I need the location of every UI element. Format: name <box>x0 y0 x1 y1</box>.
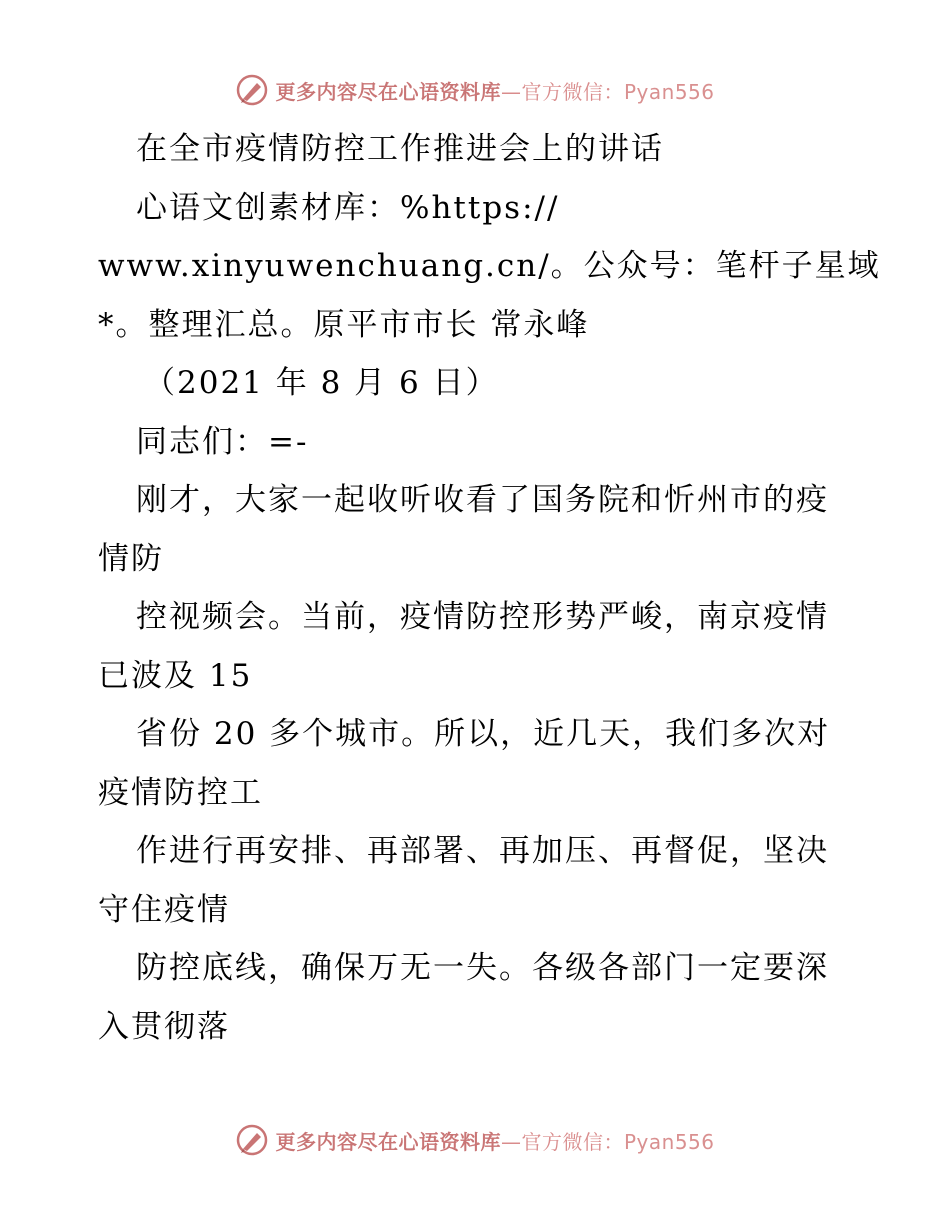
document-line: *。整理汇总。原平市市长 常永峰 <box>98 306 590 343</box>
pen-logo-icon <box>235 1123 269 1157</box>
document-line: 疫情防控工 <box>98 774 263 811</box>
banner-wechat-label: 官方微信： <box>521 79 624 104</box>
document-title: 在全市疫情防控工作推进会上的讲话 <box>136 131 664 167</box>
banner-dash: — <box>500 79 522 104</box>
document-line: 防控底线，确保万无一失。各级各部门一定要深 <box>136 950 829 986</box>
banner-main-text: 更多内容尽在心语资料库 <box>275 1129 501 1154</box>
document-line: 控视频会。当前，疫情防控形势严峻，南京疫情 <box>136 599 829 635</box>
document-line: 入贯彻落 <box>98 1008 230 1045</box>
document-line: 守住疫情 <box>98 891 230 928</box>
document-body <box>98 120 881 1056</box>
pen-logo-icon <box>235 73 269 107</box>
document-line: 情防 <box>98 540 164 577</box>
document-salutation: 同志们：=- <box>136 423 309 460</box>
footer-banner <box>0 1118 950 1162</box>
banner-dash: — <box>500 1129 522 1154</box>
banner-wechat-id: Pyan556 <box>623 79 715 104</box>
document-line: www.xinyuwenchuang.cn/。公众号：笔杆子星域 <box>98 248 881 284</box>
banner-wechat-label: 官方微信： <box>521 1129 624 1154</box>
banner-main-text: 更多内容尽在心语资料库 <box>275 79 501 104</box>
banner-text <box>275 76 714 105</box>
document-line: 已波及 15 <box>98 657 253 694</box>
banner-wechat-id: Pyan556 <box>623 1129 715 1154</box>
document-line: 心语文创素材库：%https:// <box>136 189 560 226</box>
banner-text <box>275 1126 714 1155</box>
header-banner <box>0 68 950 112</box>
document-date: （2021 年 8 月 6 日） <box>144 365 499 401</box>
document-line: 刚才，大家一起收听收看了国务院和忻州市的疫 <box>136 482 829 518</box>
document-line: 作进行再安排、再部署、再加压、再督促，坚决 <box>136 833 829 869</box>
document-line: 省份 20 多个城市。所以，近几天，我们多次对 <box>136 716 831 752</box>
